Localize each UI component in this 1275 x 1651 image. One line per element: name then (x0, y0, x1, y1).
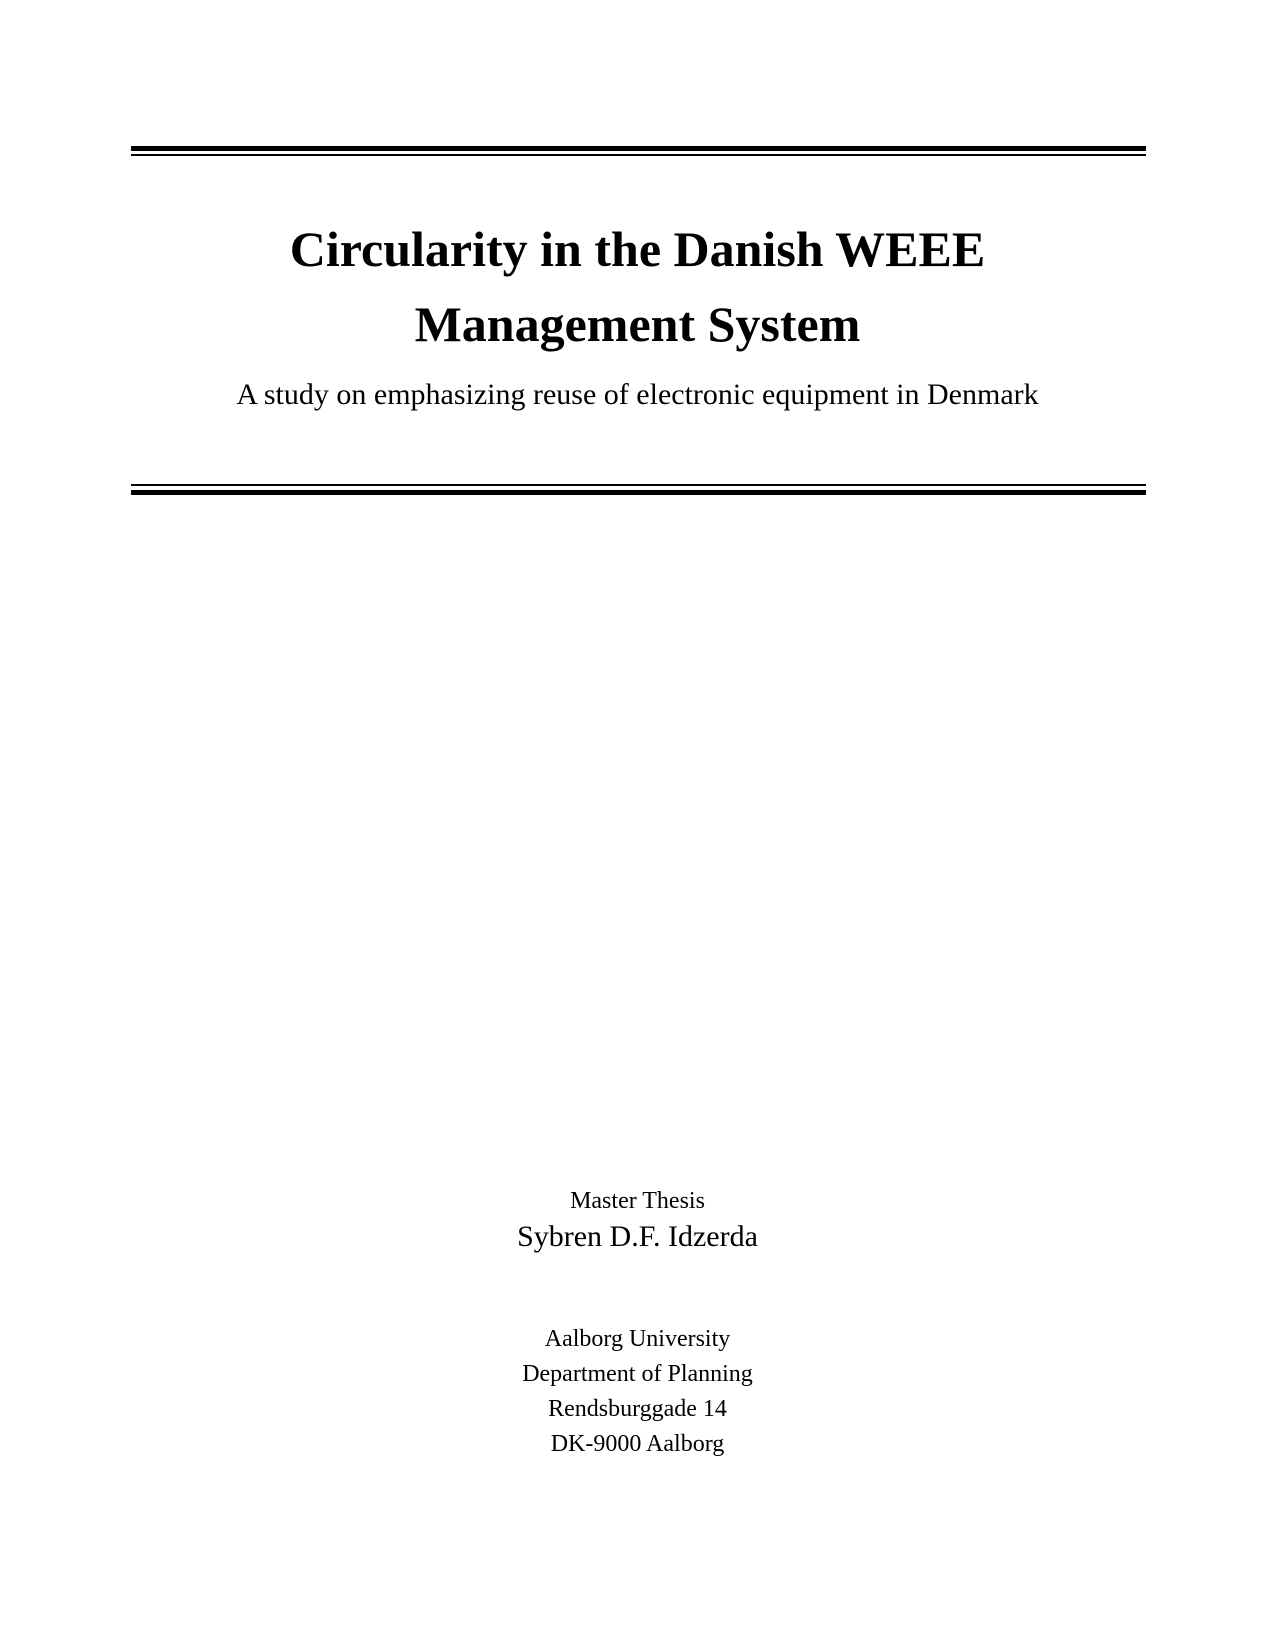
author-name: Sybren D.F. Idzerda (517, 1220, 758, 1253)
street-address: Rendsburggade 14 (548, 1396, 727, 1422)
top-rule-thick-line (131, 146, 1146, 151)
bottom-double-rule (131, 484, 1146, 495)
university-name: Aalborg University (544, 1326, 731, 1352)
department-name: Department of Planning (522, 1361, 753, 1387)
affiliation-block (0, 1322, 1275, 1462)
top-double-rule (131, 146, 1146, 156)
document-title (0, 212, 1275, 362)
document-subtitle: A study on emphasizing reuse of electronic equipment in Denmark (236, 378, 1039, 411)
bottom-rule-thick-line (131, 490, 1146, 495)
city-address: DK-9000 Aalborg (550, 1431, 725, 1457)
bottom-rule-thin-line (131, 484, 1146, 486)
title-line-1: Circularity in the Danish WEEE (289, 221, 986, 277)
thesis-type: Master Thesis (570, 1188, 705, 1214)
top-rule-thin-line (131, 154, 1146, 156)
title-line-2: Management System (414, 296, 861, 352)
